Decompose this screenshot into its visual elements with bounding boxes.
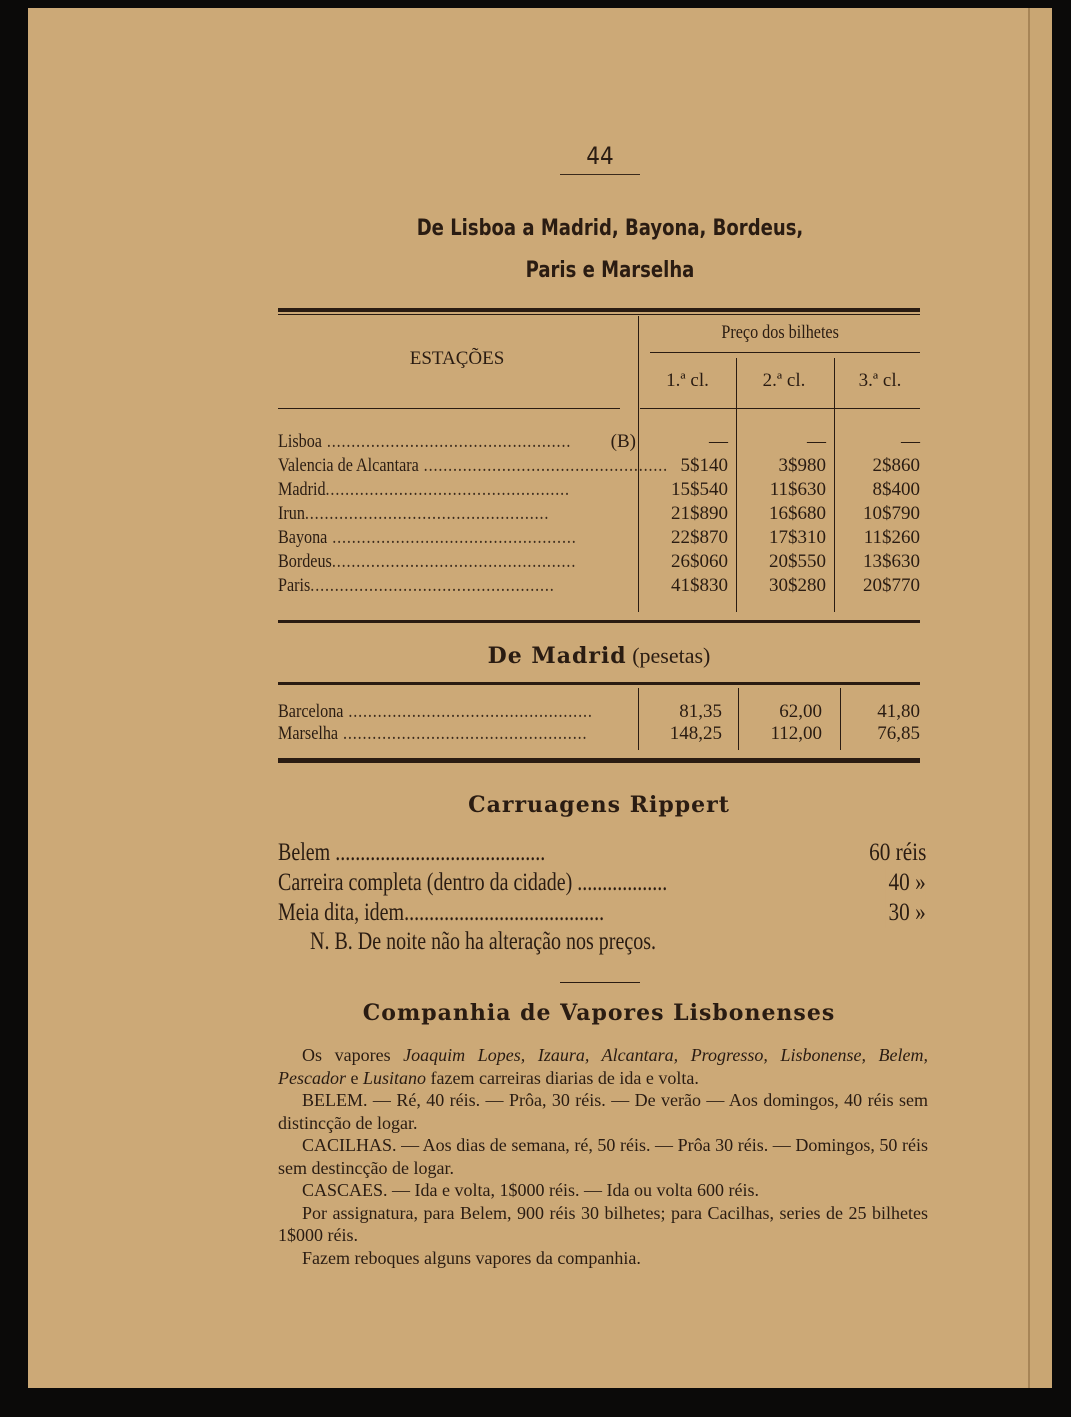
companhia-reboques: Fazem reboques alguns vapores da companhia.	[302, 1247, 641, 1268]
companhia-assignatura: Por assignatura, para Belem, 900 réis 30 bilhetes; para Cacilhas, series de 25 bilhetes 1$000 réis.	[278, 1202, 928, 1245]
companhia-text	[278, 1044, 928, 1269]
companhia-heading: Companhia de Vapores Lisbonenses	[362, 1000, 836, 1026]
stations-header: ESTAÇÕES	[409, 348, 505, 369]
table-row: Irun.................................................. 21$890 16$680 10$790	[278, 503, 920, 524]
header-underline-stations	[278, 408, 620, 409]
madrid-header-rule	[278, 682, 920, 685]
companhia-belem: BELEM. — Ré, 40 réis. — Prôa, 30 réis. — De verão — Aos domingos, 40 réis sem distincção de logar.	[278, 1090, 928, 1133]
madrid-heading: De Madrid (pesetas)	[487, 643, 711, 669]
price-header: Preço dos bilhetes	[721, 322, 839, 343]
page-edge	[1028, 8, 1052, 1388]
table-top-rule	[278, 308, 920, 312]
carruagem-row: Belem .......................................... 60 réis	[278, 839, 926, 866]
table-row: Madrid.................................................. 15$540 11$630 8$400	[278, 479, 920, 500]
page-title-line2: Paris e Marselha	[525, 258, 695, 283]
table-row: Bayona .................................................. 22$870 17$310 11$260	[278, 527, 920, 548]
companhia-intro: Os vapores Joaquim Lopes, Izaura, Alcantara, Progresso, Lisbonense, Belem, Pescador e Lusitano fazem carreiras diarias de ida e volta.	[278, 1045, 929, 1088]
carruagens-heading: Carruagens Rippert	[468, 792, 730, 818]
header-underline-prices	[640, 408, 920, 409]
table-top-rule-thin	[278, 314, 920, 315]
madrid-row: Marselha .................................................. 148,25 112,00 76,85	[278, 723, 920, 744]
companhia-cacilhas: CACILHAS. — Aos dias de semana, ré, 50 réis. — Prôa 30 réis. — Domingos, 50 réis sem destincção de logar.	[278, 1135, 928, 1178]
madrid-top-rule	[278, 620, 920, 623]
table-row: Lisboa .................................................. (B) — — —	[278, 431, 920, 452]
carruagem-row: Meia dita, idem........................................ 30 »	[278, 899, 926, 926]
carruagens-note: N. B. De noite não ha alteração nos preços.	[310, 928, 656, 955]
madrid-bottom-rule	[278, 758, 920, 763]
table-row: Paris.................................................. 41$830 30$280 20$770	[278, 575, 920, 596]
carruagem-row: Carreira completa (dentro da cidade) .................. 40 »	[278, 869, 926, 896]
page-title-line1: De Lisboa a Madrid, Bayona, Bordeus,	[416, 216, 804, 241]
section-separator	[560, 982, 640, 983]
madrid-row: Barcelona .................................................. 81,35 62,00 41,80	[278, 701, 920, 722]
class-header-3: 3.ª cl.	[858, 370, 902, 391]
companhia-cascaes: CASCAES. — Ida e volta, 1$000 réis. — Ida ou volta 600 réis.	[302, 1180, 759, 1200]
class-header-2: 2.ª cl.	[762, 370, 806, 391]
table-row: Valencia de Alcantara .................................................. 5$140 3$980 2$860	[278, 455, 920, 476]
page-number: 44	[560, 142, 640, 175]
table-row: Bordeus.................................................. 26$060 20$550 13$630	[278, 551, 920, 572]
class-header-1: 1.ª cl.	[666, 370, 709, 391]
price-header-brace	[650, 352, 920, 353]
